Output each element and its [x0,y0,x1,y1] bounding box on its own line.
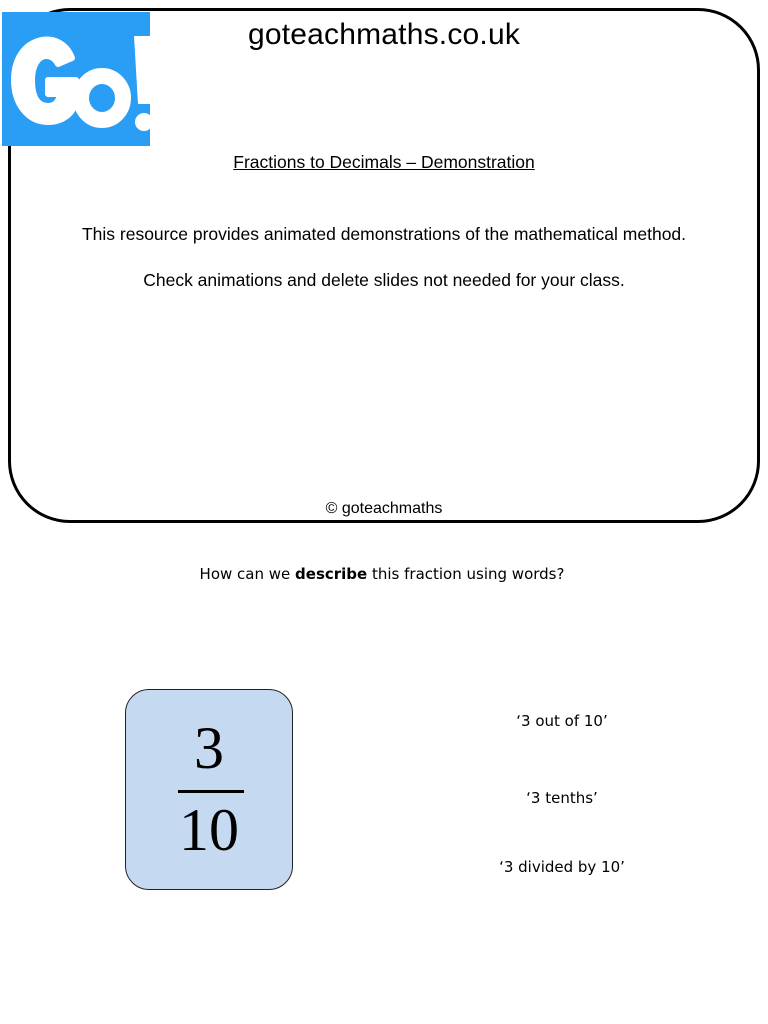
site-title: goteachmaths.co.uk [247,18,521,51]
description-line-2: Check animations and delete slides not needed for your class. [143,270,625,290]
question-pre: How can we [199,565,296,583]
fraction-numerator: 3 [194,715,224,781]
question-bold: describe [295,565,368,583]
description-line-1: This resource provides animated demonstrations of the mathematical method. [81,224,687,244]
answer-divided-by: ‘3 divided by 10’ [499,858,625,876]
fraction-denominator: 10 [179,797,239,863]
copyright-footer: © goteachmaths [325,500,443,517]
fraction-bar [178,790,244,793]
answer-tenths: ‘3 tenths’ [526,789,598,807]
question-text [0,565,764,583]
question-post: this fraction using words? [367,565,565,583]
answer-out-of: ‘3 out of 10’ [516,712,608,730]
slide-heading: Fractions to Decimals – Demonstration [233,152,535,172]
fraction-card [125,689,293,890]
